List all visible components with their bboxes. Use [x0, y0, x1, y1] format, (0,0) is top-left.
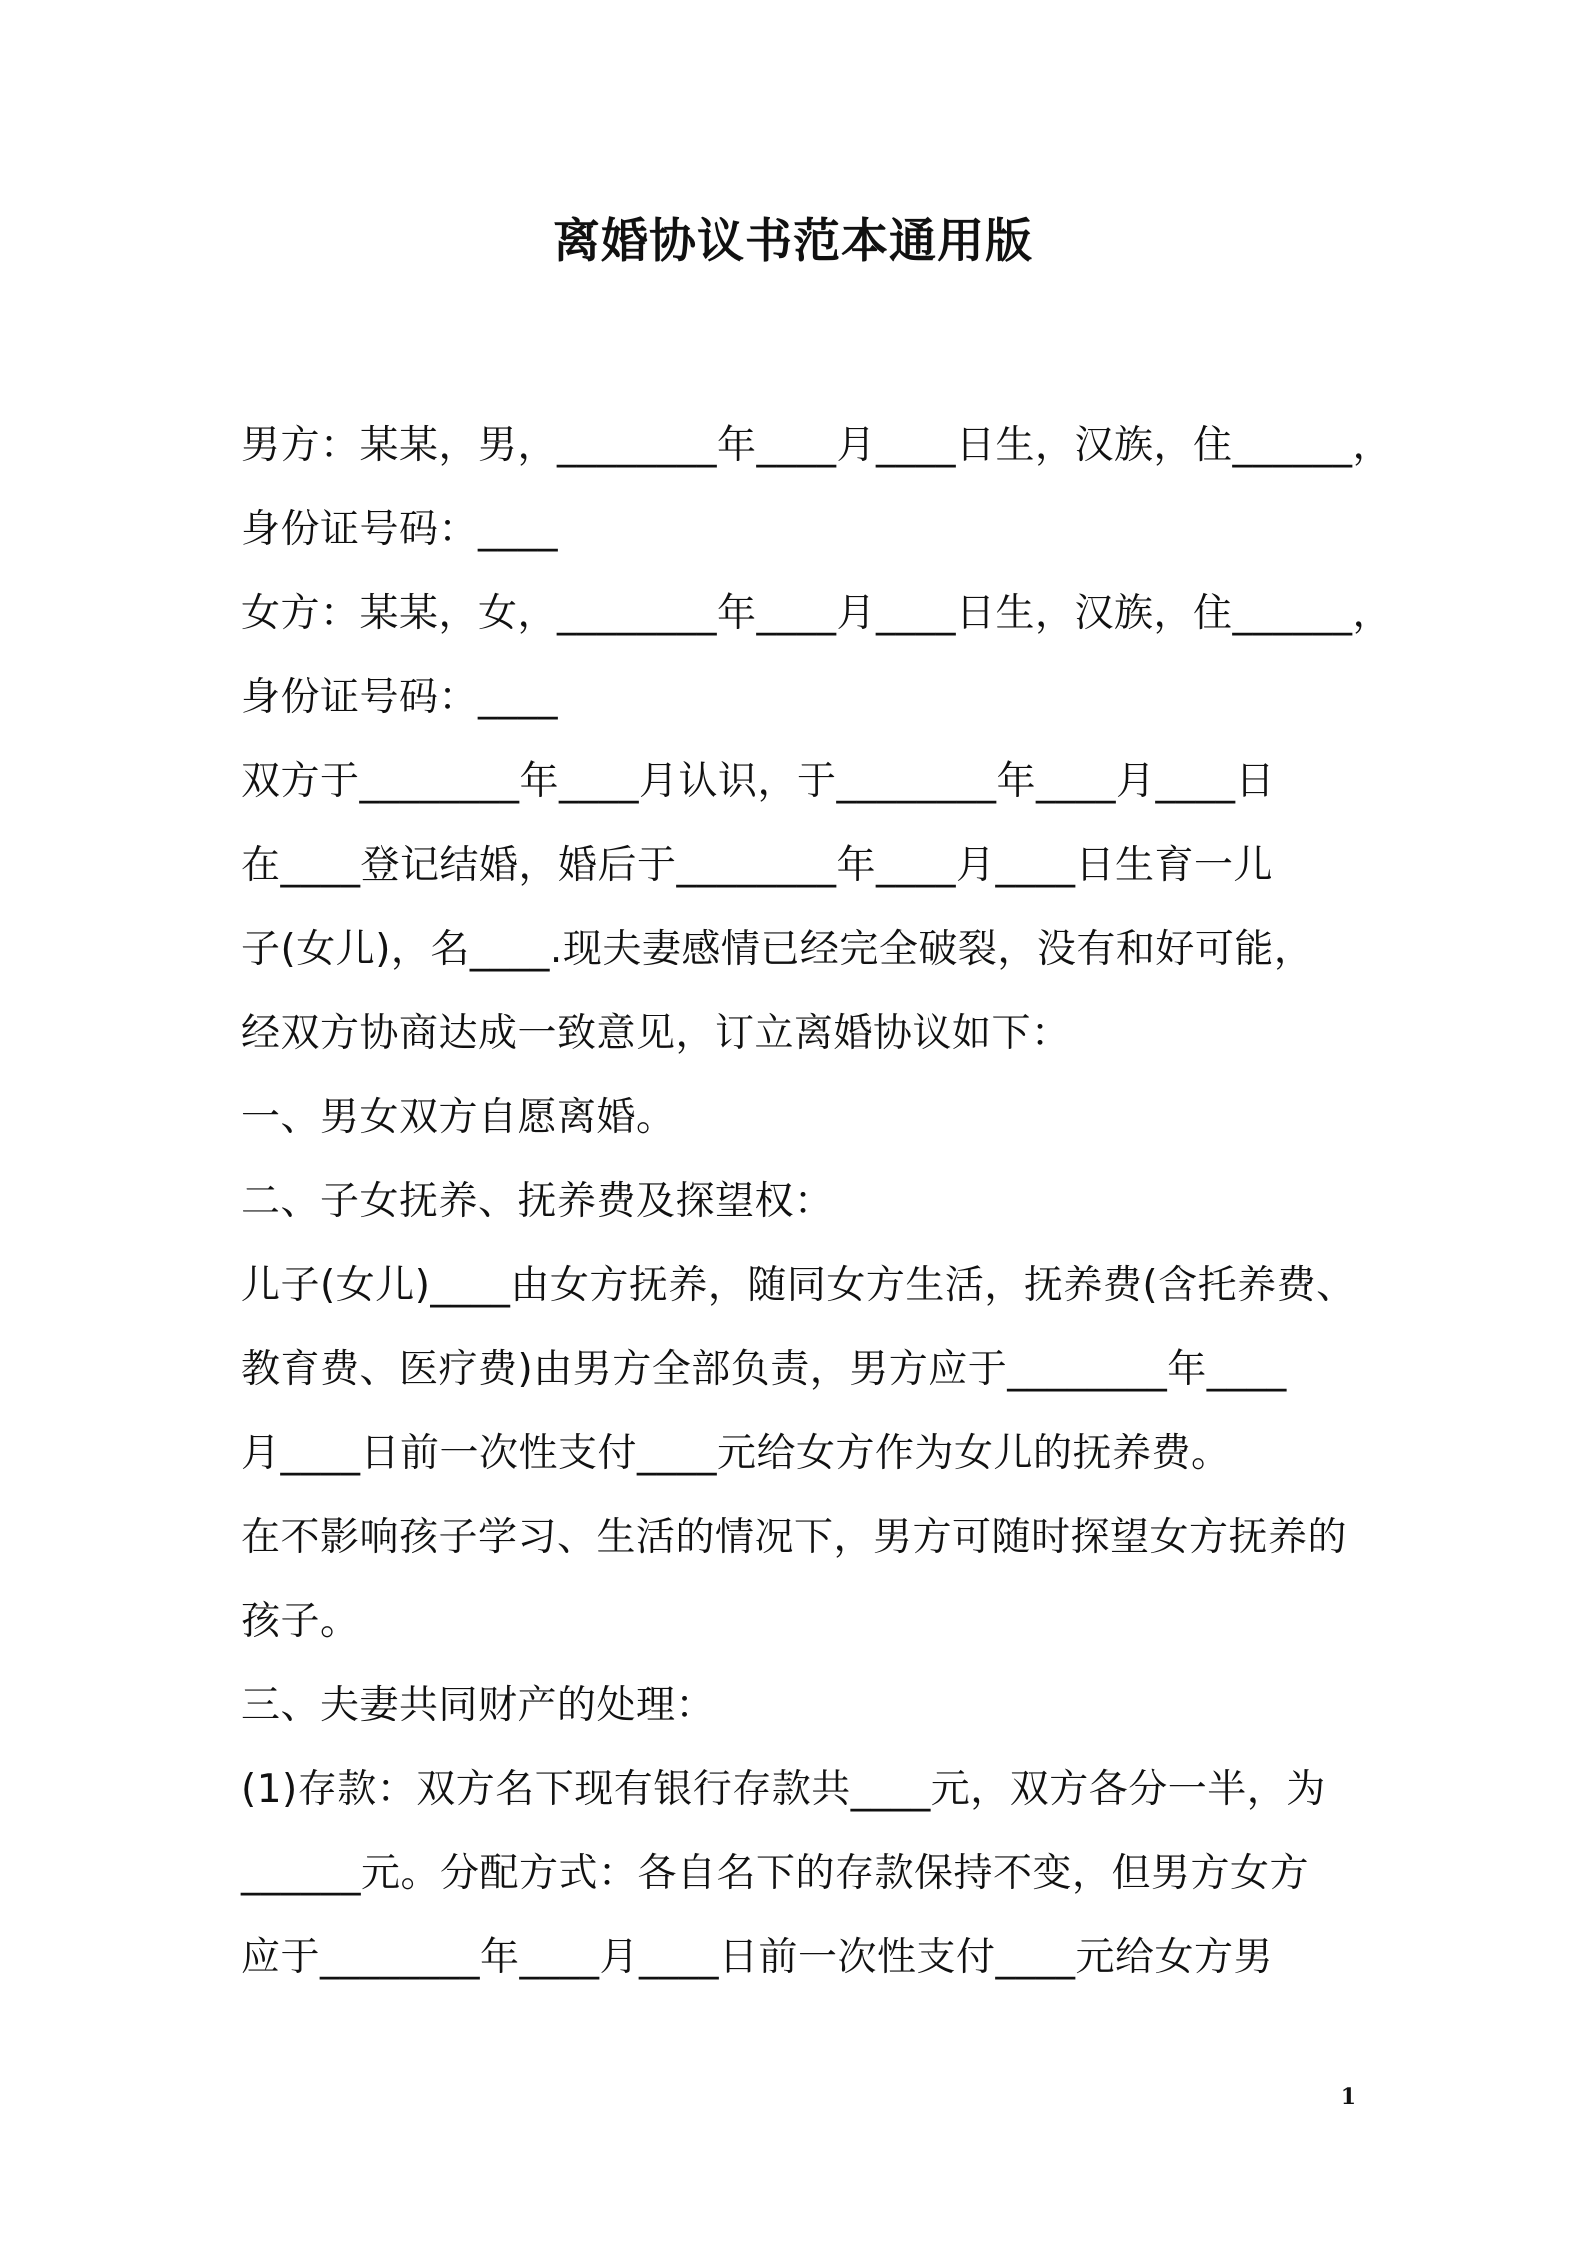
document-body	[241, 404, 1393, 2000]
section-heading: 二、子女抚养、抚养费及探望权：	[241, 1179, 834, 1224]
document-title: 离婚协议书范本通用版	[553, 214, 1033, 269]
body-line: 月____日前一次性支付____元给女方作为女儿的抚养费。	[241, 1431, 1231, 1476]
body-line: 身份证号码：____	[241, 507, 559, 552]
section-heading: 一、男女双方自愿离婚。	[241, 1095, 676, 1140]
body-line: 孩子。	[241, 1599, 360, 1644]
body-line: ______元。分配方式：各自名下的存款保持不变，但男方女方	[241, 1851, 1310, 1896]
body-line: 应于________年____月____日前一次性支付____元给女方男	[241, 1935, 1274, 1980]
body-line: 男方：某某，男，________年____月____日生，汉族，住______，	[241, 423, 1393, 468]
body-line: 身份证号码：____	[241, 675, 559, 720]
body-line: 双方于________年____月认识，于________年____月____日	[241, 759, 1276, 804]
body-line: 在____登记结婚，婚后于________年____月____日生育一儿	[241, 843, 1274, 888]
section-heading: 三、夫妻共同财产的处理：	[241, 1683, 716, 1728]
page-number: 1	[1340, 2084, 1356, 2110]
body-line: 教育费、医疗费)由男方全部负责，男方应于________年____	[241, 1347, 1287, 1392]
body-line: 经双方协商达成一致意见，订立离婚协议如下：	[241, 1011, 1071, 1056]
body-line: 女方：某某，女，________年____月____日生，汉族，住______，	[241, 591, 1393, 636]
body-line: 子(女儿)，名____.现夫妻感情已经完全破裂，没有和好可能，	[241, 927, 1314, 972]
body-line: 儿子(女儿)____由女方抚养，随同女方生活，抚养费(含托养费、	[241, 1263, 1356, 1308]
body-line: (1)存款：双方名下现有银行存款共____元，双方各分一半，为	[241, 1767, 1326, 1812]
body-line: 在不影响孩子学习、生活的情况下，男方可随时探望女方抚养的	[241, 1515, 1348, 1560]
